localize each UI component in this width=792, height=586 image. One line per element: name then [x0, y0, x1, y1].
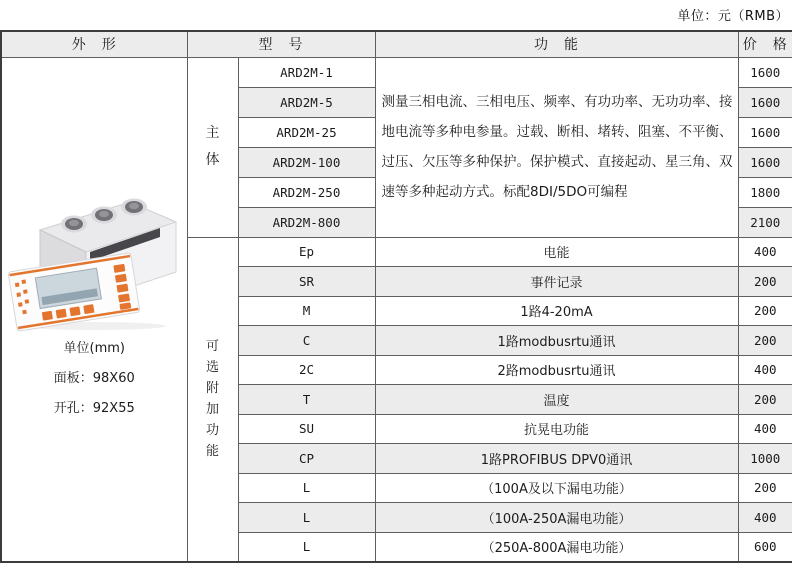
- function-cell: 1路PROFIBUS DPV0通讯: [375, 444, 738, 474]
- function-cell: 2路modbusrtu通讯: [375, 355, 738, 385]
- display-module: [8, 252, 140, 331]
- model-cell: L: [238, 503, 375, 533]
- table-row: [1, 57, 792, 87]
- price-cell: 400: [738, 414, 792, 444]
- section-label-main: 主体: [187, 57, 238, 237]
- dimension-panel-line: 面板：98X60: [53, 370, 135, 386]
- col-header-appearance: 外 形: [1, 31, 187, 57]
- function-cell: 事件记录: [375, 267, 738, 297]
- function-cell-main: 测量三相电流、三相电压、频率、有功功率、无功功率、接地电流等多种电参量。过载、断相、堵转、阻塞、不平衡、过压、欠压等多种保护。保护模式、直接起动、星三角、双速等多种起动方式。标配8DI/5DO可编程: [375, 57, 738, 237]
- model-cell: ARD2M-5: [238, 87, 375, 117]
- model-cell: ARD2M-250: [238, 177, 375, 207]
- price-cell: 1600: [738, 57, 792, 87]
- price-cell: 1000: [738, 444, 792, 474]
- function-cell: 1路4-20mA: [375, 296, 738, 326]
- model-cell: ARD2M-25: [238, 117, 375, 147]
- model-cell: C: [238, 326, 375, 356]
- model-cell: ARD2M-100: [238, 147, 375, 177]
- model-cell: CP: [238, 444, 375, 474]
- dimension-unit-line: 单位(mm): [63, 340, 125, 356]
- model-cell: 2C: [238, 355, 375, 385]
- function-cell: 温度: [375, 385, 738, 415]
- dimension-notes: [2, 334, 187, 424]
- price-cell: 1600: [738, 87, 792, 117]
- appearance-cell: [1, 57, 187, 562]
- col-header-model: 型 号: [187, 31, 375, 57]
- model-cell: ARD2M-1: [238, 57, 375, 87]
- price-table: [0, 30, 792, 563]
- col-header-function: 功 能: [375, 31, 738, 57]
- function-cell: 电能: [375, 237, 738, 267]
- table-header-row: [1, 31, 792, 57]
- function-cell: （100A及以下漏电功能）: [375, 473, 738, 503]
- function-cell: 抗晃电功能: [375, 414, 738, 444]
- function-cell: （250A-800A漏电功能）: [375, 532, 738, 562]
- price-cell: 1600: [738, 117, 792, 147]
- model-cell: ARD2M-800: [238, 207, 375, 237]
- price-cell: 200: [738, 385, 792, 415]
- model-cell: SU: [238, 414, 375, 444]
- price-cell: 200: [738, 326, 792, 356]
- col-header-price: 价 格: [738, 31, 792, 57]
- ard2m-device-photo-icon: [8, 178, 180, 332]
- function-cell: 1路modbusrtu通讯: [375, 326, 738, 356]
- price-cell: 400: [738, 503, 792, 533]
- price-cell: 600: [738, 532, 792, 562]
- price-cell: 200: [738, 296, 792, 326]
- price-cell: 1600: [738, 147, 792, 177]
- model-cell: L: [238, 473, 375, 503]
- price-cell: 400: [738, 355, 792, 385]
- model-cell: T: [238, 385, 375, 415]
- unit-note: 单位：元（RMB）: [677, 9, 789, 24]
- price-cell: 400: [738, 237, 792, 267]
- model-cell: Ep: [238, 237, 375, 267]
- price-cell: 200: [738, 267, 792, 297]
- function-cell: （100A-250A漏电功能）: [375, 503, 738, 533]
- dimension-cutout-line: 开孔：92X55: [53, 400, 135, 416]
- section-label-optional: 可选附加功能: [187, 237, 238, 562]
- model-cell: SR: [238, 267, 375, 297]
- model-cell: L: [238, 532, 375, 562]
- price-cell: 200: [738, 473, 792, 503]
- price-cell: 2100: [738, 207, 792, 237]
- device-photo: [8, 178, 180, 332]
- model-cell: M: [238, 296, 375, 326]
- price-cell: 1800: [738, 177, 792, 207]
